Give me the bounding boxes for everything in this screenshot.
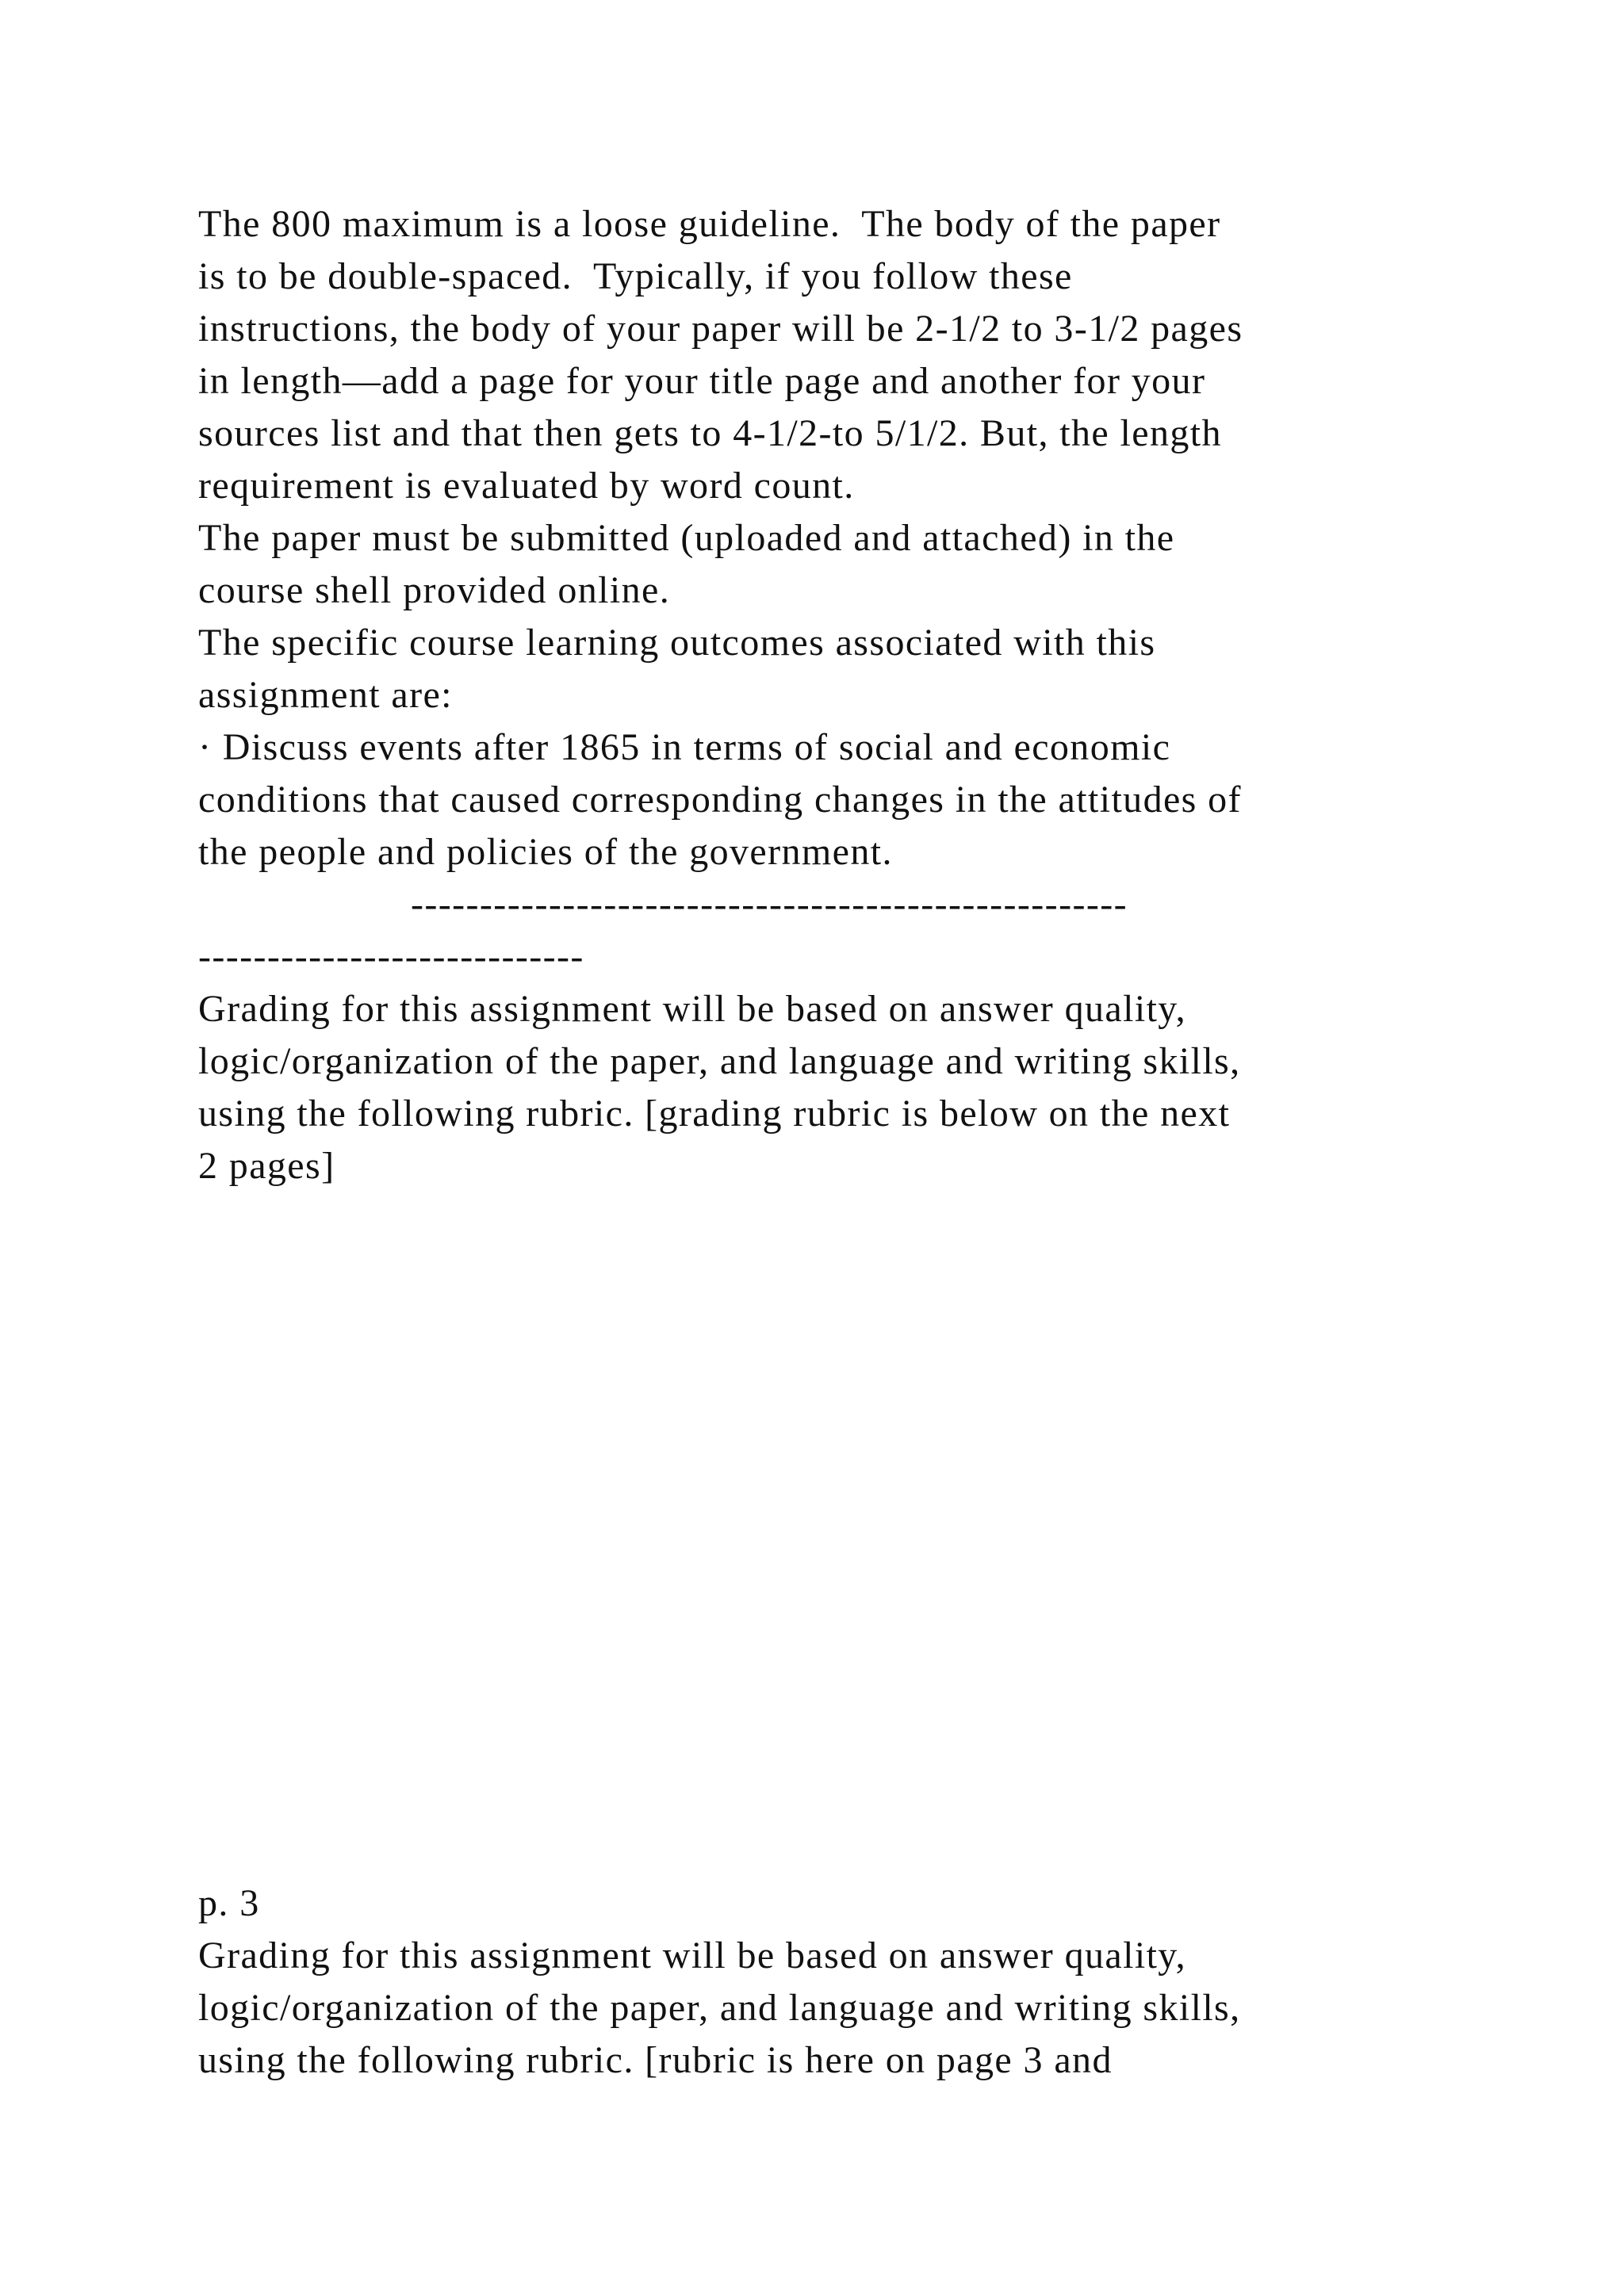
text-line: instructions, the body of your paper will be 2-1/2 to 3-1/2 pages — [198, 308, 1243, 350]
text-line: course shell provided online. — [198, 569, 671, 611]
page-number-label: p. 3 — [198, 1882, 260, 1924]
text-line: requirement is evaluated by word count. — [198, 465, 855, 507]
dash-separator: ---------------------------------------------------- — [198, 883, 1128, 925]
text-line: the people and policies of the government. — [198, 831, 893, 873]
text-line: in length—add a page for your title page and another for your — [198, 360, 1206, 402]
bullet-item: · Discuss events after 1865 in terms of social and economic — [198, 726, 1171, 768]
dash-separator: ---------------------------- — [198, 936, 584, 978]
text-line: assignment are: — [198, 674, 453, 716]
text-line: is to be double-spaced. Typically, if you follow these — [198, 255, 1073, 297]
text-line: The paper must be submitted (uploaded and attached) in the — [198, 517, 1175, 559]
text-line: logic/organization of the paper, and language and writing skills, — [198, 1987, 1241, 2029]
text-line: conditions that caused corresponding changes in the attitudes of — [198, 779, 1242, 821]
text-line: using the following rubric. [grading rubric is below on the next — [198, 1093, 1231, 1135]
text-line: sources list and that then gets to 4-1/2-to 5/1/2. But, the length — [198, 412, 1222, 454]
text-line: logic/organization of the paper, and language and writing skills, — [198, 1040, 1241, 1082]
text-line: using the following rubric. [rubric is here on page 3 and — [198, 2039, 1113, 2081]
text-line: Grading for this assignment will be based on answer quality, — [198, 988, 1186, 1030]
text-line: The specific course learning outcomes associated with this — [198, 622, 1156, 664]
text-line: Grading for this assignment will be based on answer quality, — [198, 1934, 1186, 1976]
text-line: 2 pages] — [198, 1145, 335, 1187]
text-line: The 800 maximum is a loose guideline. The body of the paper — [198, 203, 1221, 245]
